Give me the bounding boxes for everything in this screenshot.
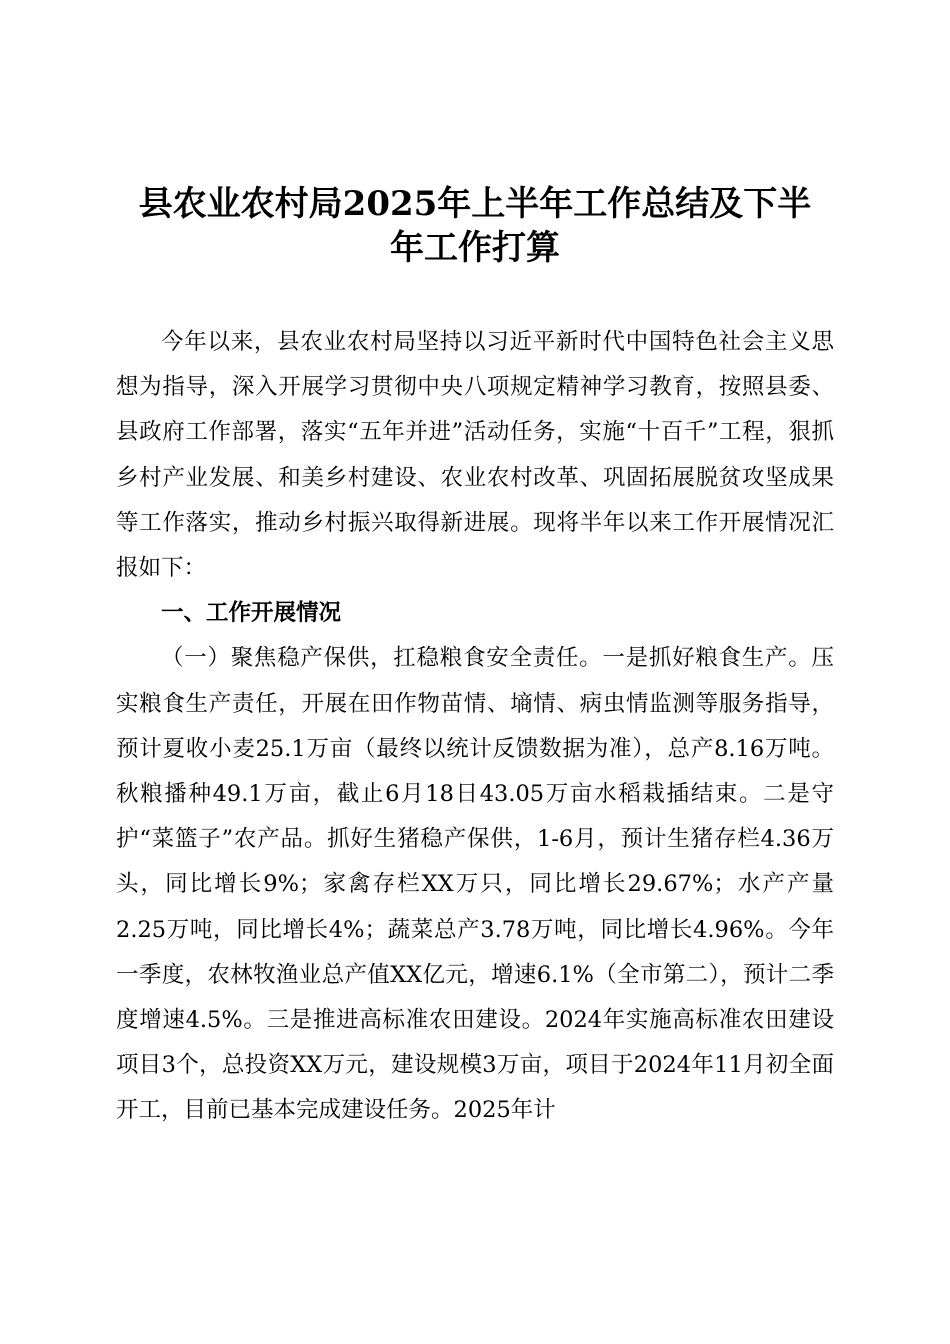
document-title-line-2: 年工作打算: [390, 228, 560, 268]
section-heading-work-progress: 一、工作开展情况: [161, 600, 342, 627]
document-title-line-1: 县农业农村局2025年上半年工作总结及下半: [138, 184, 812, 224]
subsection-text: 一是抓好粮食生产。压实粮食生产责任，开展在田作物苗情、墒情、病虫情监测等服务指导，预计夏收小麦25.1万亩（最终以统计反馈数据为准），总产8.16万吨。秋粮播种49.1万亩，截止6月18日43.05万亩水稻栽插结束。二是守护“菜篮子”农产品。抓好生猪稳产保供，1-6月，预计生猪存栏4.36万头，同比增长9%；家禽存栏XX万只，同比增长29.67%；水产产量2.25万吨，同比增长4%；蔬菜总产3.78万吨，同比增长4.96%。今年一季度，农林牧渔业总产值XX亿元，增速6.1%（全市第二），预计二季度增速4.5%。三是推进高标准农田建设。2024年实施高标准农田建设项目3个，总投资XX万元，建设规模3万亩，项目于2024年11月初全面开工，目前已基本完成建设任务。2025年计: [116, 645, 834, 1124]
document-body: [116, 320, 834, 1134]
subsection-heading: （一）聚焦稳产保供，扛稳粮食安全责任。: [161, 645, 603, 672]
intro-paragraph: 今年以来，县农业农村局坚持以习近平新时代中国特色社会主义思想为指导，深入开展学习贯彻中央八项规定精神学习教育，按照县委、县政府工作部署，落实“五年并进”活动任务，实施“十百千”工程，狠抓乡村产业发展、和美乡村建设、农业农村改革、巩固拓展脱贫攻坚成果等工作落实，推动乡村振兴取得新进展。现将半年以来工作开展情况汇报如下：: [116, 329, 834, 582]
subsection-paragraph-grain-security: [116, 636, 834, 1133]
